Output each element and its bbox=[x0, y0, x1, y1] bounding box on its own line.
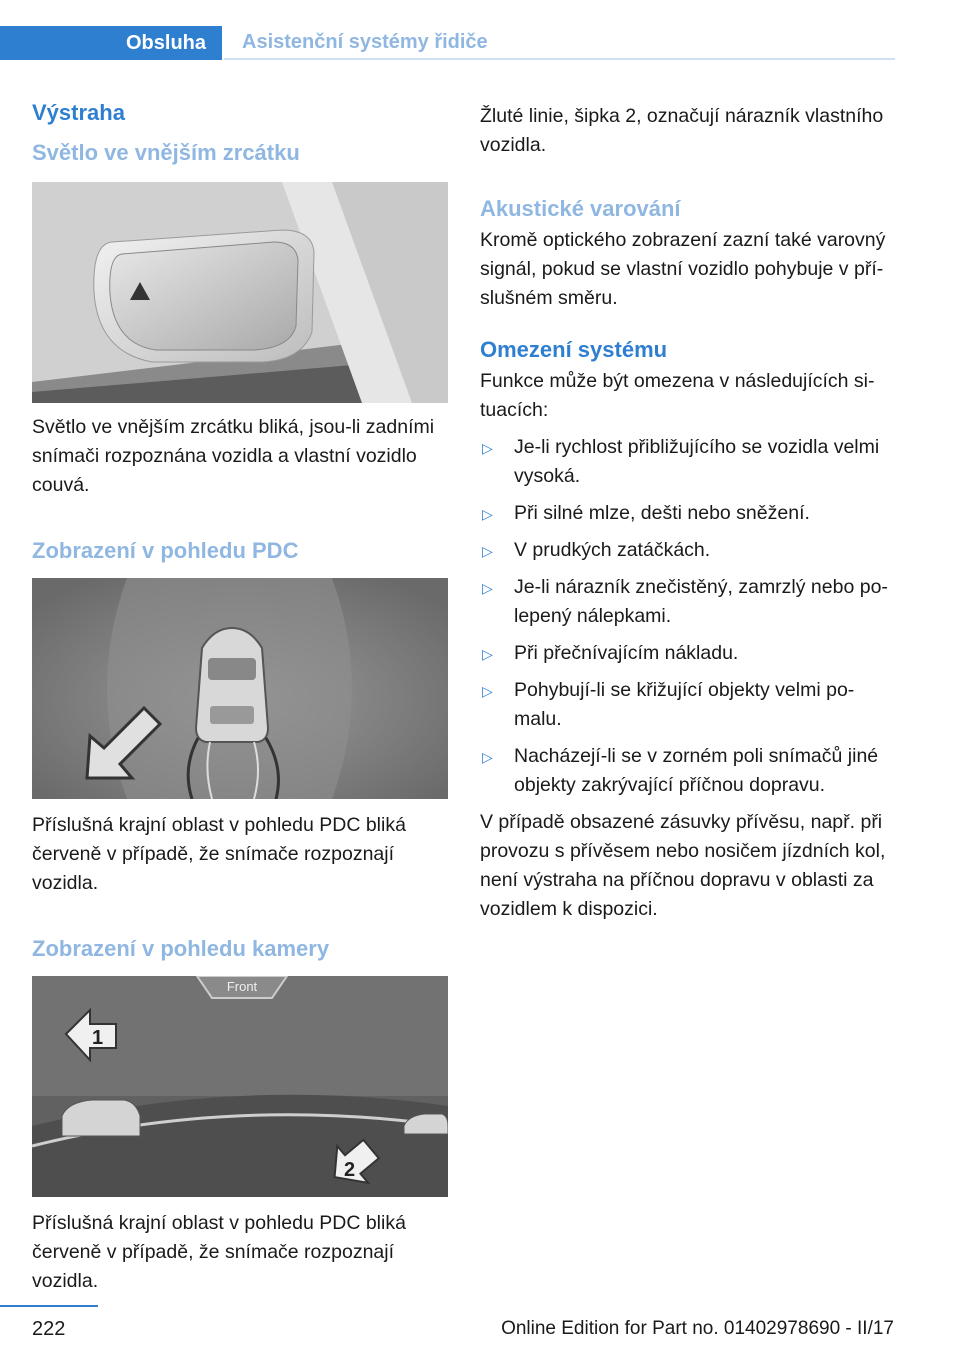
list-item: ▷ Je-li rychlost přibližujícího se vozidla velmi vysoká. bbox=[482, 436, 880, 487]
left-column bbox=[32, 100, 448, 1296]
pdc-text: Příslušná krajní oblast v pohledu PDC bliká červeně v případě, že snímače rozpoznají vozidla. bbox=[32, 814, 406, 894]
tab-section[interactable]: Asistenční systémy řidiče bbox=[224, 26, 895, 60]
list-item: ▷ Nacházejí-li se v zorném poli snímačů jiné objekty zakrývající příčnou dopravu. bbox=[482, 745, 879, 796]
acoustic-heading: Akustické varování bbox=[480, 196, 681, 221]
footer-divider bbox=[0, 1305, 98, 1307]
pdc-heading: Zobrazení v pohledu PDC bbox=[32, 538, 299, 563]
camera-front-label: Front bbox=[226, 979, 258, 994]
list-item: ▷ Pohybují-li se křižující objekty velmi pomalu. bbox=[482, 679, 855, 730]
vehicle-left-icon bbox=[62, 1100, 140, 1136]
mirror-text: Světlo ve vnějším zrcátku bliká, jsou-li zadními snímači rozpoznána vozidla a vlastní vozidlo couvá. bbox=[32, 416, 435, 496]
camera-heading: Zobrazení v pohledu kamery bbox=[32, 936, 330, 961]
car-icon bbox=[196, 628, 268, 742]
pdc-image bbox=[32, 578, 448, 799]
triangle-bullet-icon: ▷ bbox=[482, 543, 493, 559]
list-item: ▷ Při silné mlze, dešti nebo sněžení. bbox=[480, 499, 895, 528]
yellow-lines-text: Žluté linie, šipka 2, označují nárazník vlastního vozidla. bbox=[480, 105, 884, 156]
camera-text: Příslušná krajní oblast v pohledu PDC bliká červeně v případě, že snímače rozpoznají vozidla. bbox=[32, 1212, 406, 1292]
camera-image bbox=[32, 976, 448, 1197]
right-column bbox=[480, 102, 895, 924]
trailer-text: V případě obsazené zásuvky přívěsu, např. při provozu s přívěsem nebo nosičem jízdních kol, není výstraha na příčnou dopravu v oblasti za vozidlem k dispozici. bbox=[480, 811, 886, 920]
page-number: 222 bbox=[32, 1318, 66, 1340]
triangle-bullet-icon: ▷ bbox=[482, 749, 493, 765]
list-item: ▷ Je-li nárazník znečistěný, zamrzlý nebo polepený nálepkami. bbox=[482, 576, 888, 627]
triangle-bullet-icon: ▷ bbox=[482, 646, 493, 662]
list-item: ▷ V prudkých zatáčkách. bbox=[480, 536, 895, 565]
tab-obsluha[interactable]: Obsluha bbox=[0, 26, 222, 60]
mirror-image bbox=[32, 182, 448, 403]
mirror-heading: Světlo ve vnějším zrcátku bbox=[32, 140, 300, 165]
limits-heading: Omezení systému bbox=[480, 337, 668, 362]
acoustic-text: Kromě optického zobrazení zazní také varovný signál, pokud se vlastní vozidlo pohybuje v příslušném směru. bbox=[480, 229, 886, 309]
triangle-bullet-icon: ▷ bbox=[482, 683, 493, 699]
warning-title: Výstraha bbox=[32, 100, 125, 125]
limits-intro: Funkce může být omezena v následujících situacích: bbox=[480, 370, 875, 421]
edition-text: Online Edition for Part no. 01402978690 - II/17 bbox=[501, 1318, 894, 1339]
camera-marker-2: 2 bbox=[344, 1159, 356, 1181]
triangle-bullet-icon: ▷ bbox=[482, 580, 493, 596]
limits-list bbox=[480, 433, 895, 800]
triangle-bullet-icon: ▷ bbox=[482, 440, 493, 456]
header-tabs bbox=[0, 26, 895, 60]
list-item: ▷ Při přečnívajícím nákladu. bbox=[480, 639, 895, 668]
triangle-bullet-icon: ▷ bbox=[482, 506, 493, 522]
camera-marker-1: 1 bbox=[92, 1027, 104, 1049]
